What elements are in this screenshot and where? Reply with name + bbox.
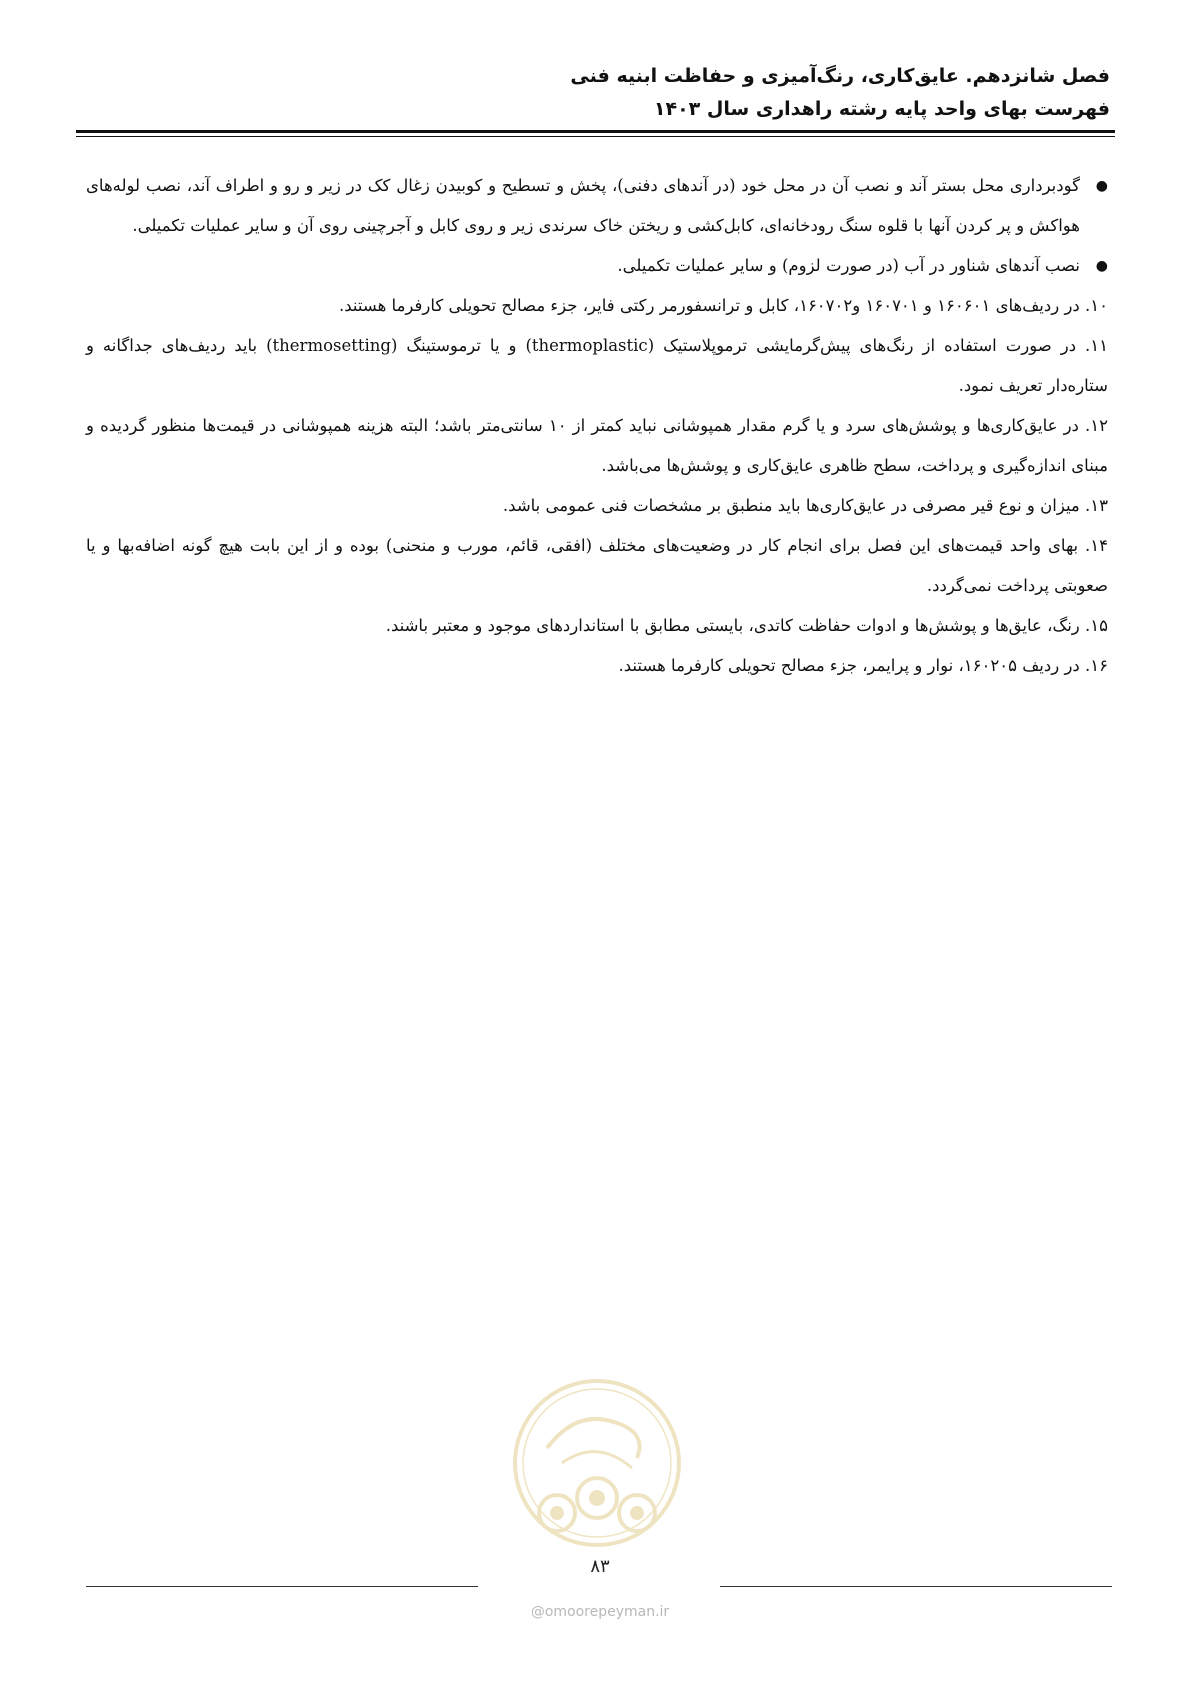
watermark-url: @omoorepeyman.ir bbox=[530, 1604, 670, 1620]
note-14: ۱۴. بهای واحد قیمت‌های این فصل برای انجام کار در وضعیت‌های مختلف (افقی، قائم، مورب و منحنی) بوده و از این بابت هیچ گونه اضافه‌بها و یا صعوبتی پرداخت نمی‌گردد. bbox=[86, 536, 1108, 595]
note-16: ۱۶. در ردیف ۱۶۰۲۰۵، نوار و پرایمر، جزء مصالح تحویلی کارفرما هستند. bbox=[618, 656, 1108, 675]
bullet-icon: ● bbox=[1095, 258, 1108, 274]
note-15: ۱۵. رنگ، عایق‌ها و پوشش‌ها و ادوات حفاظت کاتدی، بایستی مطابق با استانداردهای موجود و معتبر باشند. bbox=[385, 616, 1108, 635]
note-11: ۱۱. در صورت استفاده از رنگ‌های پیش‌گرمایشی ترموپلاستیک (thermoplastic) و یا ترموستینگ (thermosetting) باید ردیف‌های جداگانه و ستاره‌دار تعریف نمود. bbox=[86, 336, 1108, 395]
note-10: ۱۰. در ردیف‌های ۱۶۰۶۰۱ و ۱۶۰۷۰۱ و۱۶۰۷۰۲، کابل و ترانسفورمر رکتی فایر، جزء مصالح تحویلی کارفرما هستند. bbox=[339, 296, 1108, 315]
note-13: ۱۳. میزان و نوع قیر مصرفی در عایق‌کاری‌ها باید منطبق بر مشخصات فنی عمومی باشد. bbox=[502, 496, 1108, 515]
watermark-logo-icon bbox=[507, 1368, 687, 1568]
header-rule-thin bbox=[76, 136, 1115, 137]
bullet-text: نصب آندهای شناور در آب (در صورت لزوم) و سایر عملیات تکمیلی. bbox=[617, 256, 1080, 275]
document-title: فهرست بهای واحد پایه رشته راهداری سال ۱۴۰۳ bbox=[653, 98, 1110, 120]
chapter-title: فصل شانزدهم. عایق‌کاری، رنگ‌آمیزی و حفاظت ابنیه فنی bbox=[570, 65, 1110, 87]
note-12: ۱۲. در عایق‌کاری‌ها و پوشش‌های سرد و یا گرم مقدار همپوشانی نباید کمتر از ۱۰ سانتی‌متر باشد؛ البته هزینه همپوشانی در قیمت‌ها منظور گردیده و مبنای اندازه‌گیری و پرداخت، سطح ظاهری عایق‌کاری و پوشش‌ها می‌باشد. bbox=[86, 416, 1108, 475]
bullet-text: گودبرداری محل بستر آند و نصب آن در محل خود (در آندهای دفنی)، پخش و تسطیح و کوبیدن زغال کک در زیر و رو و اطراف آند، نصب لوله‌های هواکش و پر کردن آنها با قلوه سنگ رودخانه‌ای، کابل‌کشی و ریختن خاک سرندی زیر و روی کابل و آجرچینی روی آن و سایر عملیات تکمیلی. bbox=[86, 176, 1080, 235]
bullet-icon: ● bbox=[1095, 178, 1108, 194]
bullet-item bbox=[86, 166, 1108, 246]
page-header bbox=[80, 60, 1110, 126]
page-number: ۸۳ bbox=[590, 1556, 610, 1577]
footer-rule-left bbox=[86, 1586, 478, 1587]
header-rule-thick bbox=[76, 130, 1115, 133]
bullet-item bbox=[86, 246, 1108, 286]
page-content bbox=[86, 166, 1108, 686]
footer-rule-right bbox=[720, 1586, 1112, 1587]
